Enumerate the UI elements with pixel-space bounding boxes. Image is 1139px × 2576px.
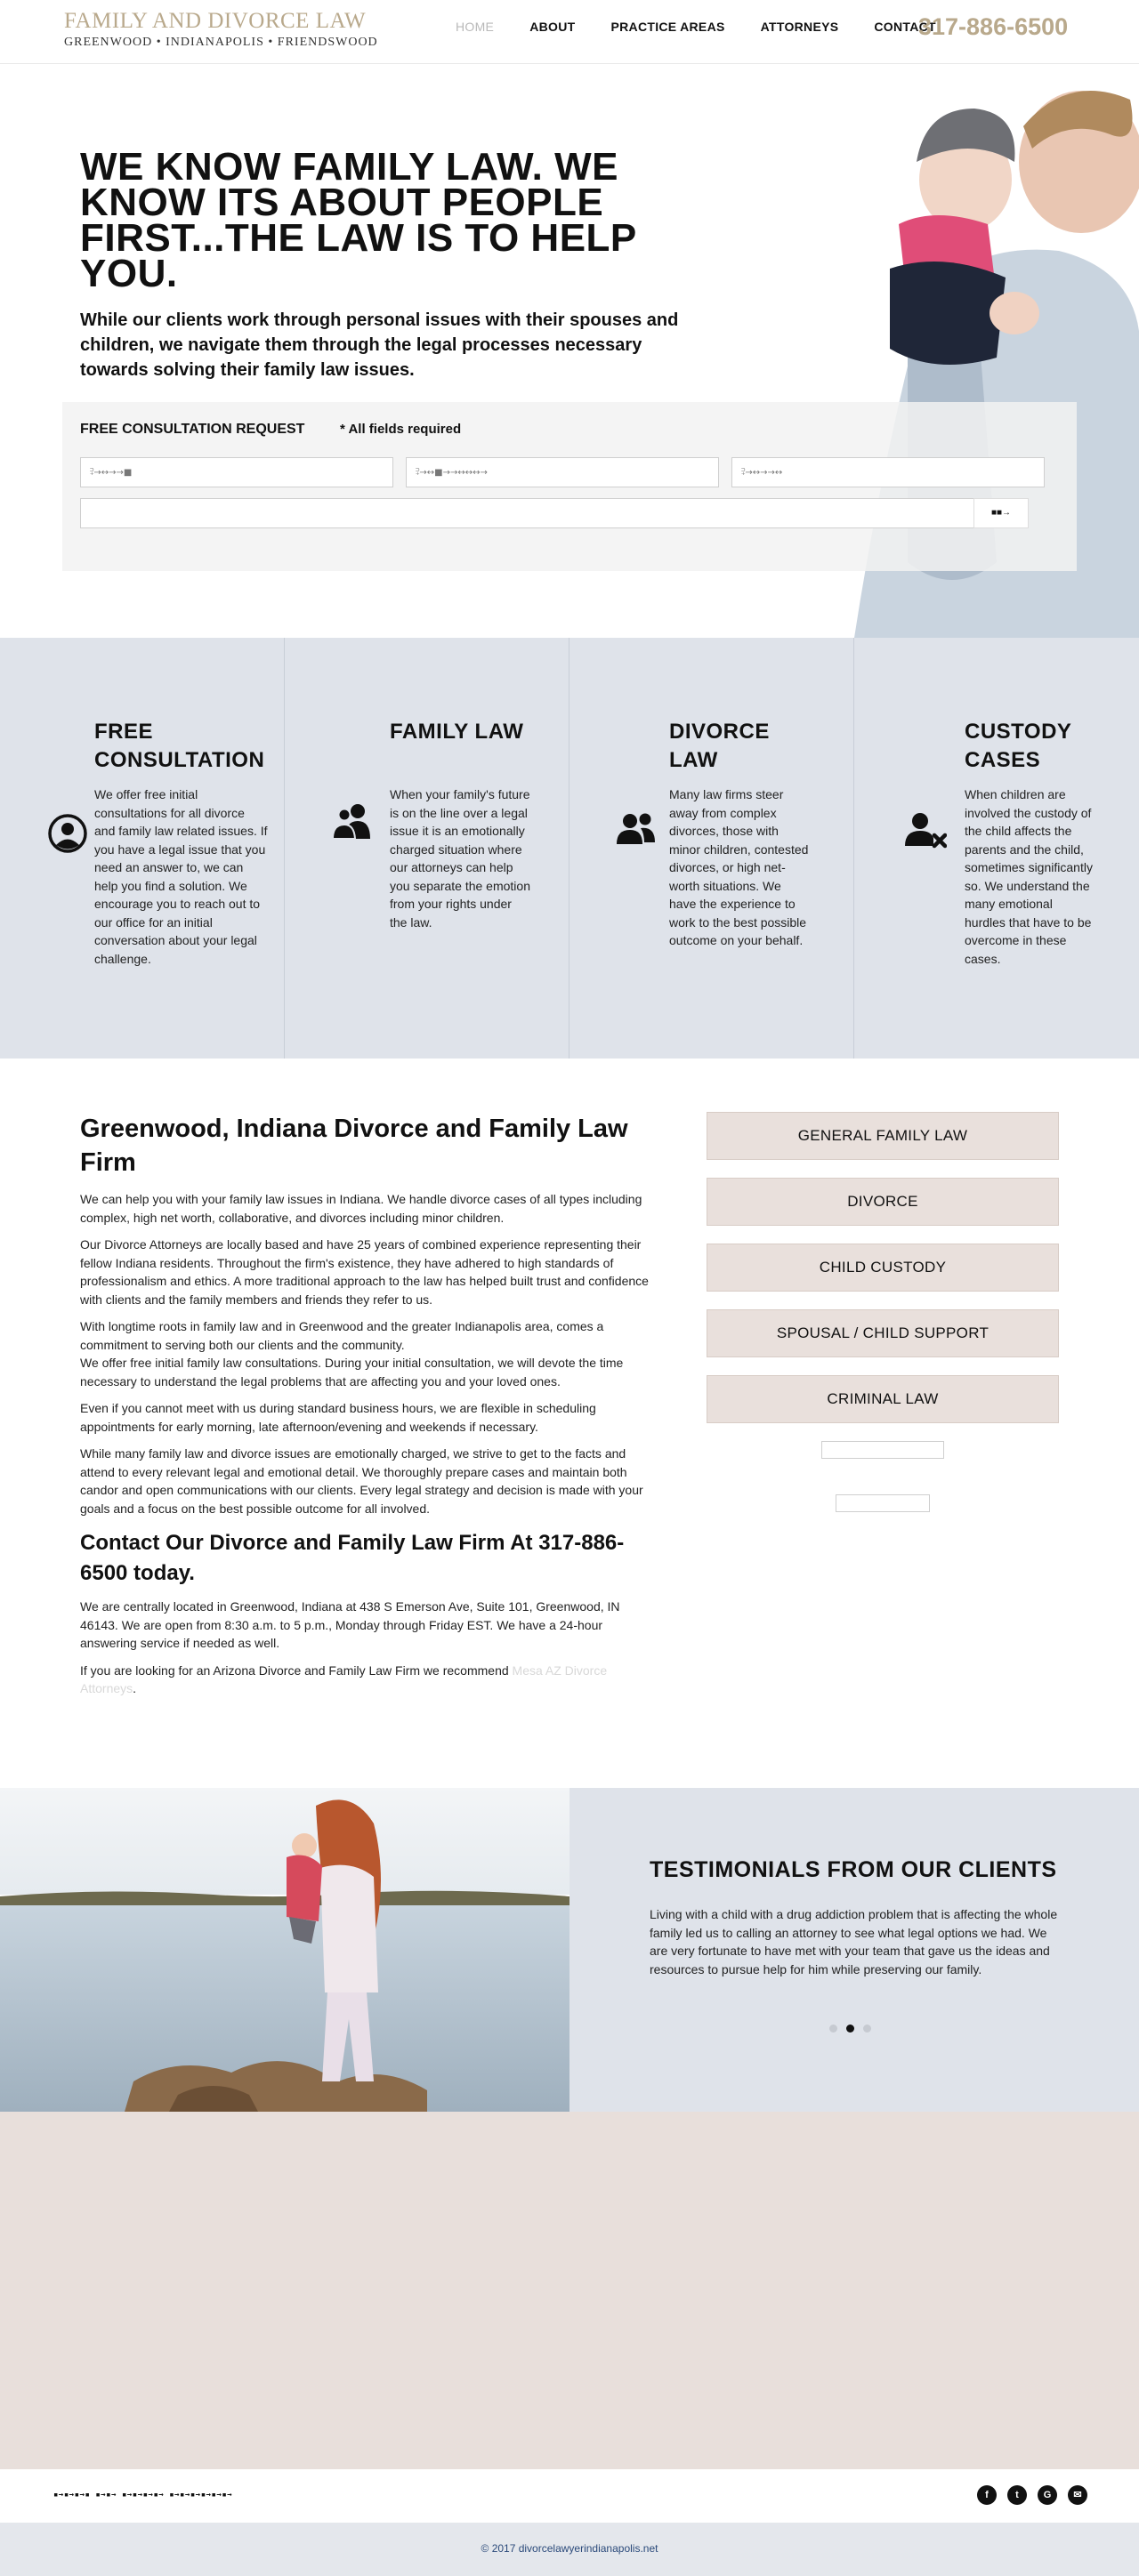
hero-section [0, 64, 1139, 638]
carousel-dots [829, 2025, 871, 2033]
main-nav [456, 20, 972, 34]
footer-text: ▪→▪→▪→▪ ▪→▪→ ▪→▪→▪→▪→ ▪→▪→▪→▪→▪→▪→ [53, 2491, 233, 2500]
arizona-recommendation [80, 1662, 654, 1698]
recommendation-end: . [133, 1681, 137, 1695]
main-article [80, 1112, 654, 1707]
testimonials-heading: TESTIMONIALS FROM OUR CLIENTS [650, 1857, 1057, 1882]
hero-heading: WE KNOW FAMILY LAW. WE KNOW ITS ABOUT PEOPLE FIRST...THE LAW IS TO HELP YOU. [80, 145, 636, 295]
user-circle-icon [46, 812, 89, 855]
service-text: We offer free initial consultations for all divorce and family law related issues. If you have a legal issue that you need an answer to, we can help you find a solution. We encourage you to reach out to our office for an initial conversation about your legal challenge. [94, 787, 268, 966]
recommendation-text: If you are looking for an Arizona Divorce and Family Law Firm we recommend [80, 1662, 513, 1678]
service-custody-cases[interactable] [854, 638, 1139, 1059]
testimonials-section [0, 1788, 1139, 2112]
header-phone[interactable]: 317-886-6500 [918, 13, 1069, 40]
article-heading: Greenwood, Indiana Divorce and Family Law Firm [80, 1115, 628, 1177]
empty-band [0, 2112, 1139, 2469]
service-title: CUSTODY CASES [965, 720, 1071, 772]
form-required-note: * All fields required [340, 422, 462, 437]
article-paragraph: We can help you with your family law issues in Indiana. We handle divorce cases of all types including complex, high net worth, collaborative, and divorces including minor children. [80, 1192, 642, 1225]
copyright-bar [0, 2523, 1139, 2576]
mother-child-lake-photo [0, 1788, 570, 2112]
service-free-consultation[interactable] [0, 638, 285, 1059]
article-paragraph: We are centrally located in Greenwood, Indiana at 438 S Emerson Ave, Suite 101, Greenwood, IN 46143. We are open from 8:30 a.m. to 5 p.m., Monday through Friday EST. We have a 24-hour answering service if needed as well. [80, 1599, 620, 1650]
logo-subtitle: GREENWOOD • INDIANAPOLIS • FRIENDSWOOD [64, 36, 378, 49]
nav-practice-areas[interactable]: PRACTICE AREAS [610, 20, 725, 34]
twitter-icon[interactable]: t [1007, 2485, 1027, 2505]
article-paragraph: We offer free initial family law consultations. During your initial consultation, we will devote the time necessary to understand the legal problems that are affecting you and your loved ones. [80, 1356, 624, 1389]
service-family-law[interactable] [285, 638, 570, 1059]
hero-subheading: While our clients work through personal issues with their spouses and children, we navigate them through the legal processes necessary towards solving their family law issues. [80, 310, 679, 380]
name-field[interactable]: ⫀→↔→→■ [80, 457, 393, 487]
service-title: FAMILY LAW [390, 720, 524, 744]
spousal-child-support-button[interactable]: SPOUSAL / CHILD SUPPORT [707, 1309, 1059, 1357]
sidebar-badge-placeholder[interactable] [821, 1441, 944, 1459]
users-icon [331, 800, 374, 842]
message-field[interactable] [80, 498, 1027, 528]
email-field[interactable]: ⫀→↔■→→↔↔↔→ [406, 457, 719, 487]
service-title: DIVORCE LAW [669, 720, 770, 772]
site-header [0, 0, 1139, 64]
article-paragraph: While many family law and divorce issues are emotionally charged, we strive to get to the facts and attend to every relevant legal and emotional detail. We thoroughly prepare cases and maintain both candor and open communications with our clients. Every legal strategy and decision is made with your goals and a focus on the best possible outcome for all involved. [80, 1446, 643, 1516]
nav-home[interactable]: HOME [456, 20, 495, 34]
carousel-dot[interactable] [829, 2025, 837, 2033]
child-custody-button[interactable]: CHILD CUSTODY [707, 1244, 1059, 1292]
services-section [0, 638, 1139, 1059]
service-divorce-law[interactable] [570, 638, 854, 1059]
article-paragraph: With longtime roots in family law and in Greenwood and the greater Indianapolis area, comes a commitment to serving both our clients and the community. [80, 1319, 604, 1352]
send-button[interactable]: ■■→ [973, 498, 1029, 528]
email-icon[interactable]: ✉ [1068, 2485, 1087, 2505]
article-paragraph: Our Divorce Attorneys are locally based and have 25 years of combined experience representing their fellow Indiana residents. Throughout the firm's existence, they have adhered to high standards of professionalism and ethics. A more traditional approach to the law has helped built trust and confidence with clients and the family members and friends they refer to us. [80, 1237, 649, 1307]
testimonial-quote: Living with a child with a drug addiction problem that is affecting the whole family led us to calling an attorney to see what legal options we had. We are very fortunate to have met with your team that gave us the ideas and resources to pursue help for him while preserving our family. [650, 1907, 1058, 1976]
form-title: FREE CONSULTATION REQUEST [80, 422, 305, 437]
mesa-az-link[interactable]: Mesa AZ Divorce Attorneys [80, 1662, 608, 1695]
contact-heading: Contact Our Divorce and Family Law Firm At 317-886-6500 today. [80, 1531, 625, 1585]
criminal-law-button[interactable]: CRIMINAL LAW [707, 1375, 1059, 1423]
user-friends-icon [614, 807, 657, 849]
carousel-dot[interactable] [863, 2025, 871, 2033]
consultation-form [62, 402, 1077, 571]
facebook-icon[interactable]: f [977, 2485, 997, 2505]
content-section [0, 1059, 1139, 1788]
service-text: When children are involved the custody of the child affects the parents and the child, sometimes significantly so. We understand the many emotional hurdles that have to be overcome in these cases. [965, 787, 1093, 966]
nav-about[interactable]: ABOUT [529, 20, 576, 34]
phone-field[interactable]: ⫀→↔→→↔ [731, 457, 1045, 487]
sidebar-badge-placeholder[interactable] [836, 1494, 930, 1512]
service-title: FREE CONSULTATION [94, 720, 265, 772]
article-paragraph: Even if you cannot meet with us during standard business hours, we are flexible in scheduling appointments for early morning, late afternoon/evening and weekends if necessary. [80, 1401, 596, 1434]
site-footer [0, 2469, 1139, 2523]
testimonial-panel [570, 1788, 1139, 2112]
nav-attorneys[interactable]: ATTORNEYS [760, 20, 839, 34]
social-links [977, 2485, 1087, 2505]
copyright-text[interactable]: © 2017 divorcelawyerindianapolis.net [481, 2542, 658, 2555]
user-times-icon [904, 809, 947, 851]
google-icon[interactable]: G [1038, 2485, 1057, 2505]
logo-title[interactable]: FAMILY AND DIVORCE LAW [64, 9, 367, 33]
service-text: Many law firms steer away from complex divorces, those with minor children, contested divorces, or high net-worth situations. We have the experience to work to the best possible outcome on your behalf. [669, 787, 809, 947]
practice-area-sidebar [707, 1112, 1059, 1512]
carousel-dot-active[interactable] [846, 2025, 854, 2033]
divorce-button[interactable]: DIVORCE [707, 1178, 1059, 1226]
nav-contact[interactable]: CONTACT [874, 20, 936, 34]
general-family-law-button[interactable]: GENERAL FAMILY LAW [707, 1112, 1059, 1160]
service-text: When your family's future is on the line over a legal issue it is an emotionally charged situation where our attorneys can help you separate the emotion from your rights under the law. [390, 787, 530, 930]
